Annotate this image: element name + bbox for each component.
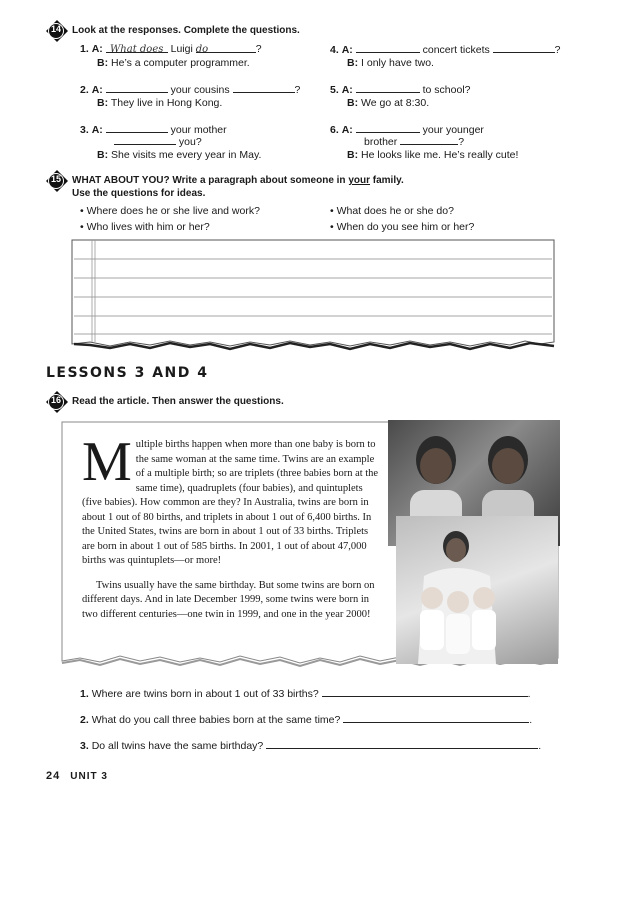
idea-bullet: • When do you see him or her?	[330, 221, 475, 233]
exercise-number-badge	[46, 20, 68, 42]
question-item: 6. A: your younger	[330, 124, 484, 136]
response-line: B: I only have two.	[347, 57, 434, 69]
exercise-instruction: Look at the responses. Complete the questions.	[72, 25, 300, 36]
exercise-instruction-line2: Use the questions for ideas.	[72, 188, 206, 199]
response-line: B: She visits me every year in May.	[97, 149, 262, 161]
page-number: 24	[46, 770, 61, 782]
article-paragraph: ultiple births happen when more than one baby is born to the same woman at the same time. Twins are an example of a multiple birth; so are triplets (three babies born at the same time), quadruplets (four babies), and quintuplets (five babies). How common are they? In Australia, twins are born in about 1 out of 80 births, and triplets in about 1 out of 6,400 births. In the United States, twins are born in about 1 out of 33 births. Triplets are born in about 1 out of 585 births. In 2001, 1 out of about 47,000 births was quintuplets—or more!	[82, 439, 379, 566]
answer-question: 2. What do you call three babies born at the same time? .	[80, 714, 533, 726]
response-line: B: He looks like me. He’s really cute!	[347, 149, 519, 161]
question-item: 5. A: to school?	[330, 84, 471, 96]
response-line: B: We go at 8:30.	[347, 97, 430, 109]
answer-question: 1. Where are twins born in about 1 out of 33 births? .	[80, 688, 531, 700]
question-item: 3. A: your mother	[80, 124, 227, 136]
idea-bullet: • Who lives with him or her?	[80, 221, 210, 233]
family-photo	[396, 516, 558, 664]
page-footer	[46, 770, 108, 782]
question-item-line2: brother ?	[364, 136, 465, 148]
answer-line[interactable]	[343, 712, 529, 723]
article-text	[82, 431, 382, 622]
question-item: 2. A: your cousins ?	[80, 84, 301, 96]
answer-question: 3. Do all twins have the same birthday? .	[80, 740, 542, 752]
article-box	[60, 420, 560, 668]
unit-label: UNIT 3	[70, 771, 108, 782]
question-item: 1. A: What does Luigi do ?	[80, 43, 262, 55]
question-item: 4. A: concert tickets ?	[330, 44, 561, 56]
idea-bullet: • What does he or she do?	[330, 205, 454, 217]
exercise-number: 16	[50, 395, 61, 405]
drop-cap: M	[82, 431, 132, 493]
question-item-line2: you?	[114, 134, 202, 149]
exercise-instruction: Read the article. Then answer the questions.	[72, 396, 284, 407]
response-line: B: He’s a computer programmer.	[97, 57, 250, 69]
response-line: B: They live in Hong Kong.	[97, 97, 223, 109]
idea-bullet: • Where does he or she live and work?	[80, 205, 260, 217]
handwritten-answer: What does	[110, 44, 164, 55]
handwritten-answer: do	[195, 44, 209, 55]
answer-line[interactable]	[322, 686, 528, 697]
exercise-number-badge	[46, 391, 68, 413]
exercise-number: 15	[50, 174, 61, 184]
exercise-number-badge	[46, 170, 68, 192]
writing-lines-area[interactable]	[70, 238, 556, 354]
article-paragraph: Twins usually have the same birthday. But some twins are born on different days. And in late December 1999, some twins were born in two different centuries—one twin in 1999, and one in the year 2000!	[82, 579, 375, 620]
exercise-instruction: WHAT ABOUT YOU? Write a paragraph about someone in your family.	[72, 175, 404, 186]
answer-line[interactable]	[266, 738, 538, 749]
lessons-heading: LESSONS 3 AND 4	[46, 365, 209, 381]
exercise-number: 14	[50, 24, 61, 34]
